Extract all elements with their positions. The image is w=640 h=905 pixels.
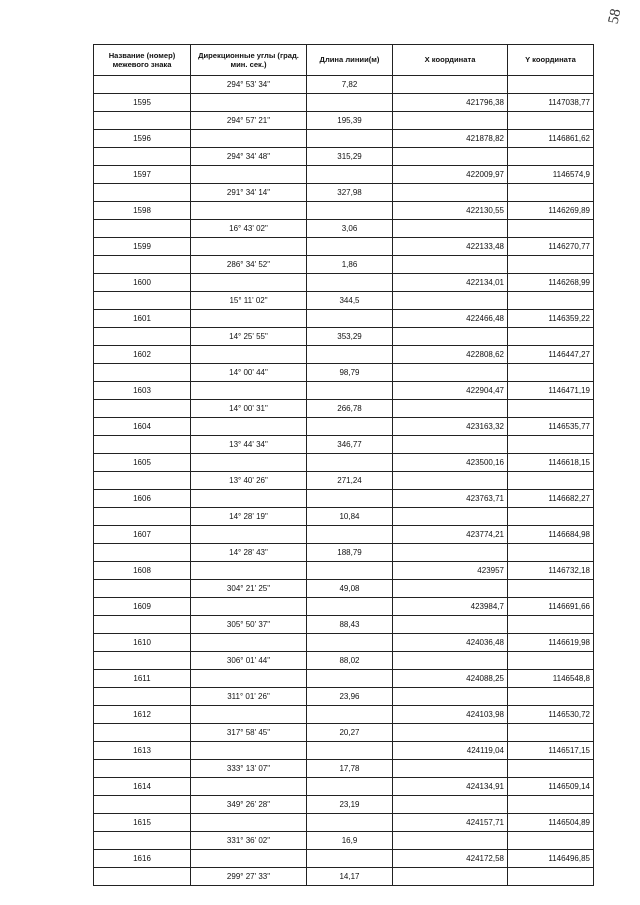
y-coordinate-cell [508, 652, 594, 670]
y-coordinate-cell: 1146517,15 [508, 742, 594, 760]
y-coordinate-cell: 1146270,77 [508, 238, 594, 256]
direction-angle-cell: 294° 57' 21" [191, 112, 307, 130]
point-name-cell [94, 868, 191, 886]
table-row-segment [94, 796, 594, 814]
point-name-cell [94, 364, 191, 382]
table-row-point [94, 850, 594, 868]
line-length-cell: 49,08 [307, 580, 393, 598]
y-coordinate-cell [508, 76, 594, 94]
table-row-segment [94, 868, 594, 886]
header-point-name: Название (номер) межевого знака [94, 45, 191, 76]
line-length-cell [307, 490, 393, 508]
header-direction-angle: Дирекционные углы (град. мин. сек.) [191, 45, 307, 76]
x-coordinate-cell: 422134,01 [393, 274, 508, 292]
line-length-cell: 327,98 [307, 184, 393, 202]
direction-angle-cell [191, 130, 307, 148]
table-row-segment [94, 112, 594, 130]
x-coordinate-cell [393, 760, 508, 778]
x-coordinate-cell [393, 868, 508, 886]
line-length-cell: 7,82 [307, 76, 393, 94]
point-name-cell [94, 832, 191, 850]
point-name-cell: 1603 [94, 382, 191, 400]
table-row-segment [94, 508, 594, 526]
boundary-coordinates-table [93, 44, 594, 886]
line-length-cell: 195,39 [307, 112, 393, 130]
point-name-cell: 1615 [94, 814, 191, 832]
y-coordinate-cell [508, 796, 594, 814]
x-coordinate-cell [393, 400, 508, 418]
point-name-cell [94, 292, 191, 310]
x-coordinate-cell [393, 580, 508, 598]
line-length-cell: 23,96 [307, 688, 393, 706]
y-coordinate-cell [508, 400, 594, 418]
direction-angle-cell: 13° 44' 34" [191, 436, 307, 454]
line-length-cell: 23,19 [307, 796, 393, 814]
point-name-cell [94, 796, 191, 814]
table-row-segment [94, 292, 594, 310]
table-row-segment [94, 184, 594, 202]
y-coordinate-cell: 1146447,27 [508, 346, 594, 364]
line-length-cell: 3,06 [307, 220, 393, 238]
table-row-point [94, 778, 594, 796]
y-coordinate-cell: 1146535,77 [508, 418, 594, 436]
direction-angle-cell [191, 454, 307, 472]
x-coordinate-cell [393, 112, 508, 130]
direction-angle-cell [191, 742, 307, 760]
table-row-point [94, 418, 594, 436]
direction-angle-cell: 304° 21' 25" [191, 580, 307, 598]
table-row-segment [94, 760, 594, 778]
table-row-segment [94, 544, 594, 562]
x-coordinate-cell: 423500,16 [393, 454, 508, 472]
line-length-cell [307, 778, 393, 796]
y-coordinate-cell: 1146504,89 [508, 814, 594, 832]
table-row-point [94, 562, 594, 580]
direction-angle-cell: 15° 11' 02" [191, 292, 307, 310]
table-row-segment [94, 364, 594, 382]
y-coordinate-cell [508, 328, 594, 346]
direction-angle-cell [191, 202, 307, 220]
header-x-coordinate: X координата [393, 45, 508, 76]
x-coordinate-cell: 424134,91 [393, 778, 508, 796]
line-length-cell: 271,24 [307, 472, 393, 490]
point-name-cell: 1611 [94, 670, 191, 688]
table-row-segment [94, 256, 594, 274]
table-header [94, 45, 594, 76]
line-length-cell: 20,27 [307, 724, 393, 742]
table-row-point [94, 274, 594, 292]
point-name-cell [94, 76, 191, 94]
table-row-segment [94, 436, 594, 454]
line-length-cell [307, 346, 393, 364]
direction-angle-cell: 331° 36' 02" [191, 832, 307, 850]
direction-angle-cell [191, 382, 307, 400]
x-coordinate-cell [393, 616, 508, 634]
y-coordinate-cell [508, 436, 594, 454]
direction-angle-cell [191, 238, 307, 256]
line-length-cell [307, 274, 393, 292]
x-coordinate-cell: 423774,21 [393, 526, 508, 544]
direction-angle-cell [191, 562, 307, 580]
direction-angle-cell [191, 850, 307, 868]
y-coordinate-cell [508, 256, 594, 274]
point-name-cell: 1605 [94, 454, 191, 472]
line-length-cell [307, 634, 393, 652]
header-line-length: Длина линии(м) [307, 45, 393, 76]
table-row-segment [94, 616, 594, 634]
direction-angle-cell [191, 94, 307, 112]
table-row-segment [94, 724, 594, 742]
x-coordinate-cell: 424036,48 [393, 634, 508, 652]
x-coordinate-cell: 424088,25 [393, 670, 508, 688]
x-coordinate-cell: 422466,48 [393, 310, 508, 328]
x-coordinate-cell: 421796,38 [393, 94, 508, 112]
line-length-cell [307, 670, 393, 688]
line-length-cell: 10,84 [307, 508, 393, 526]
line-length-cell: 315,29 [307, 148, 393, 166]
x-coordinate-cell [393, 544, 508, 562]
y-coordinate-cell [508, 148, 594, 166]
table-row-segment [94, 400, 594, 418]
line-length-cell: 98,79 [307, 364, 393, 382]
point-name-cell [94, 616, 191, 634]
direction-angle-cell [191, 418, 307, 436]
point-name-cell [94, 508, 191, 526]
direction-angle-cell [191, 634, 307, 652]
table-row-point [94, 346, 594, 364]
point-name-cell: 1616 [94, 850, 191, 868]
point-name-cell: 1610 [94, 634, 191, 652]
direction-angle-cell: 16° 43' 02" [191, 220, 307, 238]
line-length-cell [307, 454, 393, 472]
direction-angle-cell: 286° 34' 52" [191, 256, 307, 274]
x-coordinate-cell: 422130,55 [393, 202, 508, 220]
line-length-cell [307, 94, 393, 112]
direction-angle-cell: 306° 01' 44" [191, 652, 307, 670]
point-name-cell [94, 760, 191, 778]
x-coordinate-cell: 422009,97 [393, 166, 508, 184]
y-coordinate-cell: 1146548,8 [508, 670, 594, 688]
line-length-cell: 17,78 [307, 760, 393, 778]
y-coordinate-cell: 1146684,98 [508, 526, 594, 544]
x-coordinate-cell: 424172,58 [393, 850, 508, 868]
table-row-segment [94, 688, 594, 706]
x-coordinate-cell: 422808,62 [393, 346, 508, 364]
y-coordinate-cell: 1146574,9 [508, 166, 594, 184]
x-coordinate-cell: 423984,7 [393, 598, 508, 616]
point-name-cell: 1599 [94, 238, 191, 256]
table-row-point [94, 454, 594, 472]
table-row-point [94, 634, 594, 652]
line-length-cell: 88,02 [307, 652, 393, 670]
point-name-cell [94, 724, 191, 742]
direction-angle-cell: 14° 25' 55" [191, 328, 307, 346]
table-row-segment [94, 220, 594, 238]
y-coordinate-cell: 1146691,66 [508, 598, 594, 616]
direction-angle-cell: 14° 00' 31" [191, 400, 307, 418]
x-coordinate-cell [393, 364, 508, 382]
direction-angle-cell [191, 166, 307, 184]
point-name-cell: 1614 [94, 778, 191, 796]
point-name-cell [94, 652, 191, 670]
table-row-point [94, 310, 594, 328]
x-coordinate-cell [393, 256, 508, 274]
point-name-cell [94, 400, 191, 418]
line-length-cell [307, 418, 393, 436]
y-coordinate-cell [508, 112, 594, 130]
y-coordinate-cell: 1146269,89 [508, 202, 594, 220]
x-coordinate-cell: 421878,82 [393, 130, 508, 148]
x-coordinate-cell: 422133,48 [393, 238, 508, 256]
x-coordinate-cell [393, 148, 508, 166]
table-row-segment [94, 580, 594, 598]
direction-angle-cell [191, 706, 307, 724]
line-length-cell [307, 706, 393, 724]
y-coordinate-cell [508, 868, 594, 886]
y-coordinate-cell [508, 688, 594, 706]
line-length-cell [307, 310, 393, 328]
table-row-point [94, 382, 594, 400]
header-y-coordinate: Y координата [508, 45, 594, 76]
point-name-cell [94, 112, 191, 130]
y-coordinate-cell: 1146268,99 [508, 274, 594, 292]
x-coordinate-cell: 423163,32 [393, 418, 508, 436]
table-row-point [94, 598, 594, 616]
point-name-cell: 1600 [94, 274, 191, 292]
direction-angle-cell [191, 814, 307, 832]
table-row-point [94, 490, 594, 508]
point-name-cell: 1598 [94, 202, 191, 220]
table-body [94, 76, 594, 886]
y-coordinate-cell: 1146682,27 [508, 490, 594, 508]
table-row-point [94, 706, 594, 724]
y-coordinate-cell: 1146861,62 [508, 130, 594, 148]
x-coordinate-cell [393, 436, 508, 454]
y-coordinate-cell [508, 760, 594, 778]
table-row-segment [94, 832, 594, 850]
x-coordinate-cell [393, 328, 508, 346]
line-length-cell [307, 130, 393, 148]
direction-angle-cell [191, 346, 307, 364]
table-row-segment [94, 652, 594, 670]
line-length-cell [307, 526, 393, 544]
x-coordinate-cell [393, 184, 508, 202]
y-coordinate-cell [508, 580, 594, 598]
direction-angle-cell: 333° 13' 07" [191, 760, 307, 778]
y-coordinate-cell: 1146618,15 [508, 454, 594, 472]
point-name-cell: 1608 [94, 562, 191, 580]
x-coordinate-cell [393, 724, 508, 742]
line-length-cell: 353,29 [307, 328, 393, 346]
point-name-cell [94, 544, 191, 562]
line-length-cell [307, 166, 393, 184]
table-row-point [94, 166, 594, 184]
point-name-cell: 1597 [94, 166, 191, 184]
direction-angle-cell: 294° 53' 34" [191, 76, 307, 94]
x-coordinate-cell [393, 76, 508, 94]
point-name-cell: 1604 [94, 418, 191, 436]
x-coordinate-cell: 424103,98 [393, 706, 508, 724]
direction-angle-cell [191, 490, 307, 508]
line-length-cell [307, 742, 393, 760]
y-coordinate-cell [508, 544, 594, 562]
line-length-cell [307, 850, 393, 868]
point-name-cell: 1601 [94, 310, 191, 328]
x-coordinate-cell [393, 832, 508, 850]
y-coordinate-cell: 1147038,77 [508, 94, 594, 112]
line-length-cell [307, 598, 393, 616]
line-length-cell: 188,79 [307, 544, 393, 562]
direction-angle-cell: 305° 50' 37" [191, 616, 307, 634]
table-row-point [94, 238, 594, 256]
table-row-point [94, 670, 594, 688]
direction-angle-cell: 317° 58' 45" [191, 724, 307, 742]
y-coordinate-cell: 1146509,14 [508, 778, 594, 796]
direction-angle-cell [191, 778, 307, 796]
x-coordinate-cell: 424119,04 [393, 742, 508, 760]
y-coordinate-cell: 1146732,18 [508, 562, 594, 580]
table-row-point [94, 130, 594, 148]
x-coordinate-cell [393, 472, 508, 490]
point-name-cell [94, 328, 191, 346]
point-name-cell: 1595 [94, 94, 191, 112]
point-name-cell: 1609 [94, 598, 191, 616]
point-name-cell: 1613 [94, 742, 191, 760]
direction-angle-cell: 14° 28' 43" [191, 544, 307, 562]
line-length-cell: 14,17 [307, 868, 393, 886]
x-coordinate-cell [393, 292, 508, 310]
table-row-point [94, 94, 594, 112]
line-length-cell: 346,77 [307, 436, 393, 454]
point-name-cell [94, 256, 191, 274]
point-name-cell [94, 580, 191, 598]
direction-angle-cell: 291° 34' 14" [191, 184, 307, 202]
table-row-segment [94, 76, 594, 94]
direction-angle-cell: 294° 34' 48" [191, 148, 307, 166]
y-coordinate-cell [508, 832, 594, 850]
y-coordinate-cell: 1146530,72 [508, 706, 594, 724]
line-length-cell [307, 814, 393, 832]
y-coordinate-cell [508, 364, 594, 382]
y-coordinate-cell [508, 508, 594, 526]
line-length-cell [307, 562, 393, 580]
x-coordinate-cell: 422904,47 [393, 382, 508, 400]
line-length-cell: 344,5 [307, 292, 393, 310]
point-name-cell [94, 220, 191, 238]
direction-angle-cell: 14° 00' 44" [191, 364, 307, 382]
x-coordinate-cell: 423763,71 [393, 490, 508, 508]
direction-angle-cell: 299° 27' 33" [191, 868, 307, 886]
y-coordinate-cell [508, 616, 594, 634]
x-coordinate-cell [393, 220, 508, 238]
x-coordinate-cell [393, 652, 508, 670]
point-name-cell [94, 436, 191, 454]
line-length-cell: 88,43 [307, 616, 393, 634]
direction-angle-cell: 14° 28' 19" [191, 508, 307, 526]
y-coordinate-cell: 1146359,22 [508, 310, 594, 328]
y-coordinate-cell [508, 184, 594, 202]
table-row-point [94, 742, 594, 760]
direction-angle-cell: 349° 26' 28" [191, 796, 307, 814]
x-coordinate-cell [393, 508, 508, 526]
point-name-cell: 1606 [94, 490, 191, 508]
table-row-point [94, 526, 594, 544]
direction-angle-cell [191, 526, 307, 544]
y-coordinate-cell: 1146471,19 [508, 382, 594, 400]
line-length-cell [307, 382, 393, 400]
direction-angle-cell [191, 598, 307, 616]
x-coordinate-cell [393, 688, 508, 706]
point-name-cell [94, 472, 191, 490]
point-name-cell: 1607 [94, 526, 191, 544]
direction-angle-cell [191, 310, 307, 328]
point-name-cell [94, 184, 191, 202]
x-coordinate-cell [393, 796, 508, 814]
y-coordinate-cell: 1146619,98 [508, 634, 594, 652]
point-name-cell: 1612 [94, 706, 191, 724]
y-coordinate-cell [508, 292, 594, 310]
direction-angle-cell [191, 274, 307, 292]
table-row-segment [94, 148, 594, 166]
direction-angle-cell: 311° 01' 26" [191, 688, 307, 706]
point-name-cell [94, 688, 191, 706]
line-length-cell [307, 238, 393, 256]
direction-angle-cell: 13° 40' 26" [191, 472, 307, 490]
point-name-cell: 1602 [94, 346, 191, 364]
point-name-cell [94, 148, 191, 166]
point-name-cell: 1596 [94, 130, 191, 148]
y-coordinate-cell: 1146496,85 [508, 850, 594, 868]
x-coordinate-cell: 424157,71 [393, 814, 508, 832]
line-length-cell: 16,9 [307, 832, 393, 850]
y-coordinate-cell [508, 220, 594, 238]
table-row-point [94, 814, 594, 832]
line-length-cell: 266,78 [307, 400, 393, 418]
table-row-point [94, 202, 594, 220]
y-coordinate-cell [508, 724, 594, 742]
page-number-mark: 58 [605, 7, 625, 26]
table-row-segment [94, 328, 594, 346]
x-coordinate-cell: 423957 [393, 562, 508, 580]
table-row-segment [94, 472, 594, 490]
direction-angle-cell [191, 670, 307, 688]
y-coordinate-cell [508, 472, 594, 490]
line-length-cell [307, 202, 393, 220]
line-length-cell: 1,86 [307, 256, 393, 274]
